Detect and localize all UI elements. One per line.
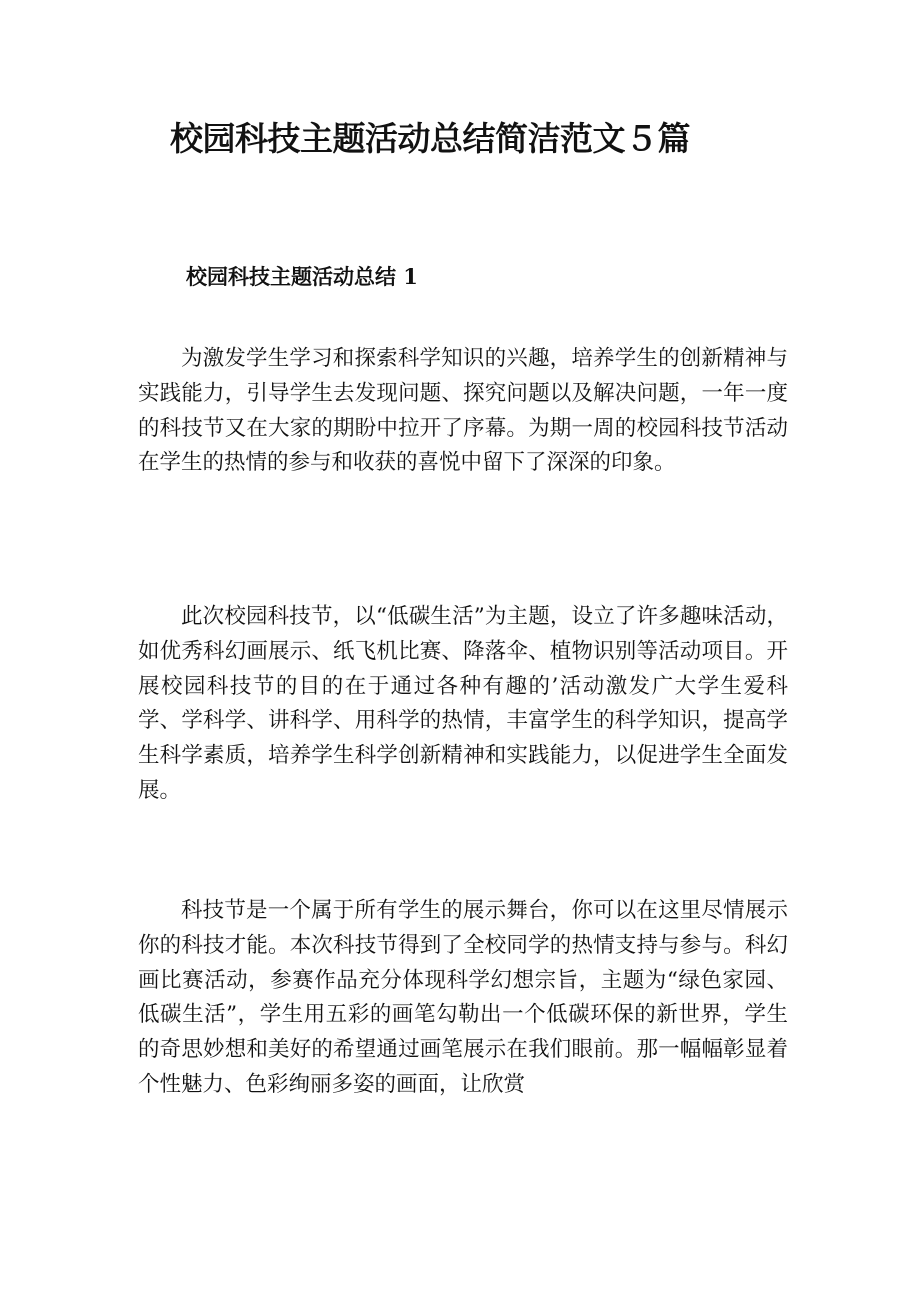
document-title: 校园科技主题活动总结简洁范文５篇 — [170, 119, 690, 158]
section-heading: 校园科技主题活动总结 1 — [186, 264, 418, 289]
paragraph: 科技节是一个属于所有学生的展示舞台，你可以在这里尽情展示你的科技才能。本次科技节得到了全校同学的热情支持与参与。科幻画比赛活动，参赛作品充分体现科学幻想宗旨，主题为“绿色家园、低碳生活”，学生用五彩的画笔勾勒出一个低碳环保的新世界，学生的奇思妙想和美好的希望通过画笔展示在我们眼前。那一幅幅彰显着个性魅力、色彩绚丽多姿的画面，让欣赏 — [138, 898, 788, 1097]
paragraph: 此次校园科技节，以“低碳生活”为主题，设立了许多趣味活动，如优秀科幻画展示、纸飞机比赛、降落伞、植物识别等活动项目。开展校园科技节的目的在于通过各种有趣的’活动激发广大学生爱科学、学科学、讲科学、用科学的热情，丰富学生的科学知识，提高学生科学素质，培养学生科学创新精神和实践能力，以促进学生全面发展。 — [138, 604, 788, 803]
paragraph: 为激发学生学习和探索科学知识的兴趣，培养学生的创新精神与实践能力，引导学生去发现问题、探究问题以及解决问题，一年一度的科技节又在大家的期盼中拉开了序幕。为期一周的校园科技节活动在学生的热情的参与和收获的喜悦中留下了深深的印象。 — [138, 346, 788, 476]
